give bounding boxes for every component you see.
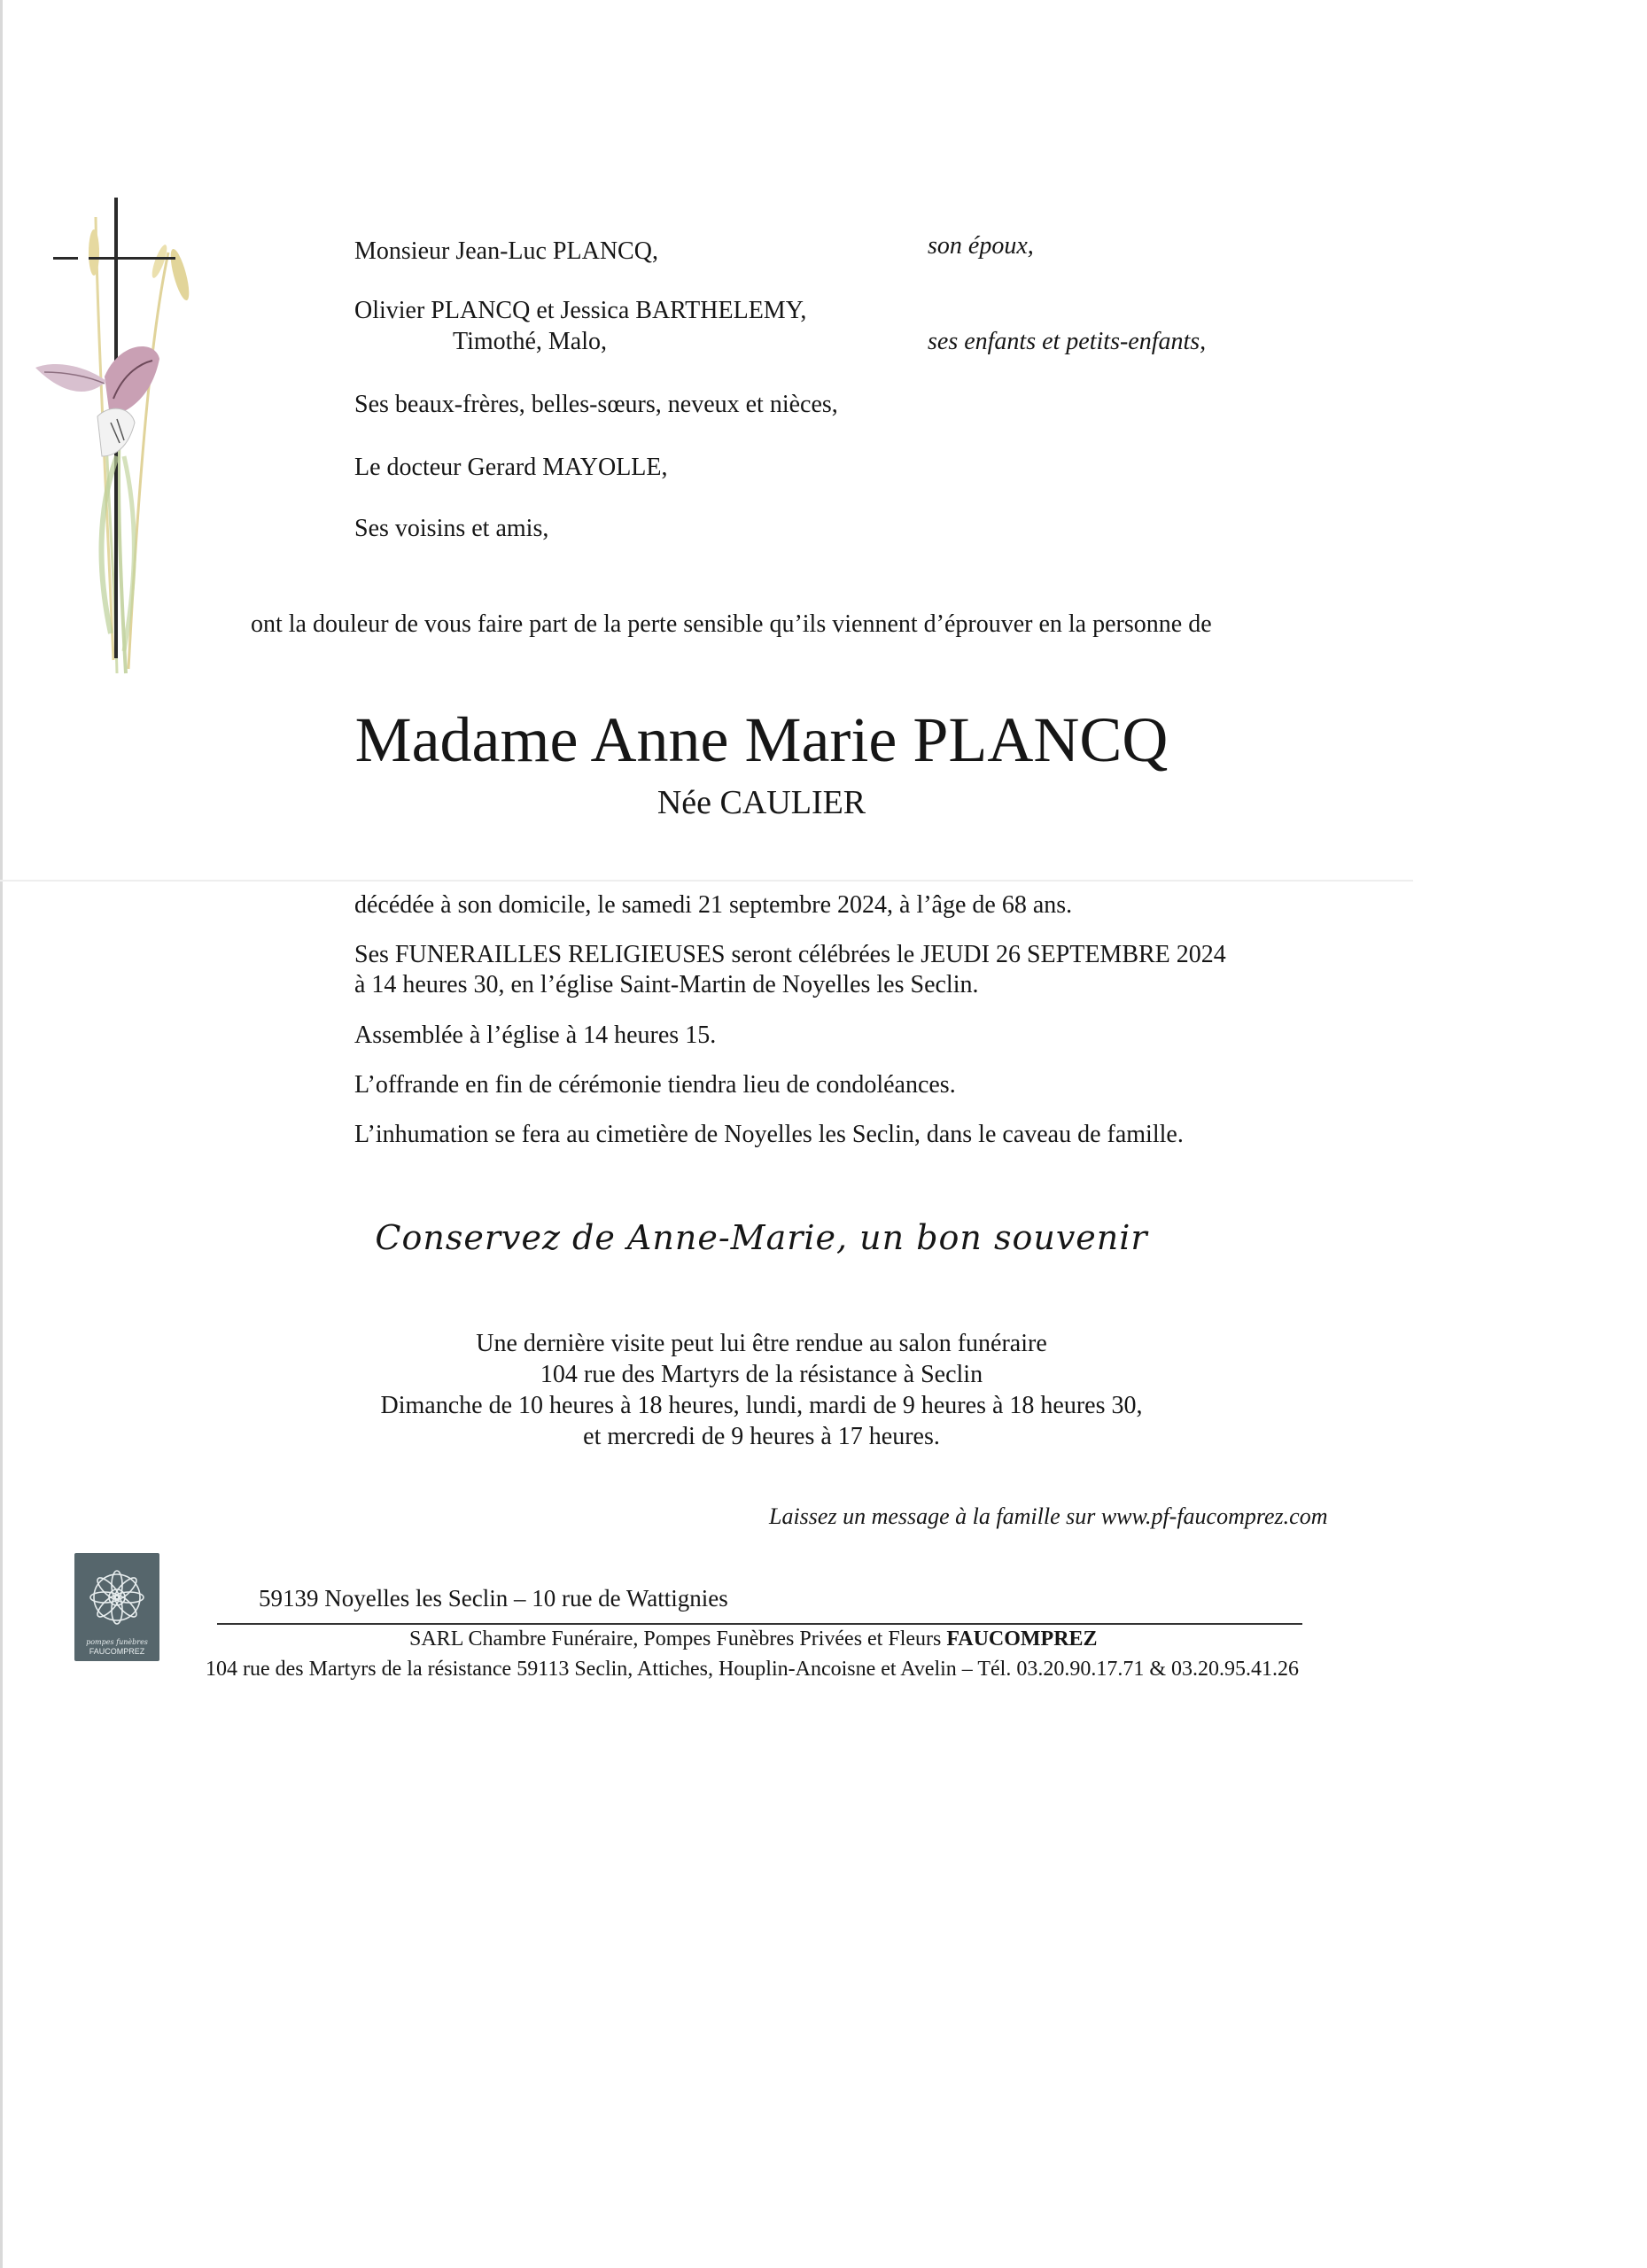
footer-rule: [217, 1623, 1302, 1625]
logo-tagline: pompes funèbres: [86, 1638, 148, 1646]
message-link[interactable]: Laissez un message à la famille sur www.pf-faucomprez.com: [769, 1503, 1328, 1529]
funeral-line-2: à 14 heures 30, en l’église Saint-Martin de Noyelles les Seclin.: [354, 971, 979, 998]
visit-line-4: et mercredi de 9 heures à 17 heures.: [583, 1423, 940, 1450]
funeral-line-1: Ses FUNERAILLES RELIGIEUSES seront célébrées le JEUDI 26 SEPTEMBRE 2024: [354, 941, 1226, 968]
company-line: [409, 1626, 1098, 1652]
doctor-line: Le docteur Gerard MAYOLLE,: [354, 454, 668, 481]
children-relation: ses enfants et petits-enfants,: [928, 328, 1207, 355]
burial-line: L’inhumation se fera au cimetière de Noyelles les Seclin, dans le caveau de famille.: [354, 1121, 1184, 1148]
family-address: 59139 Noyelles les Seclin – 10 rue de Wattignies: [259, 1585, 728, 1612]
children-line-1: Olivier PLANCQ et Jessica BARTHELEMY,: [354, 297, 807, 324]
scan-edge: [0, 0, 3, 2268]
visit-line-1: Une dernière visite peut lui être rendue au salon funéraire: [476, 1330, 1047, 1357]
logo-brand: FAUCOMPREZ: [89, 1647, 145, 1656]
in-laws-line: Ses beaux-frères, belles-sœurs, neveux et nièces,: [354, 391, 838, 418]
neighbors-line: Ses voisins et amis,: [354, 515, 549, 542]
funeral-home-logo: [74, 1553, 159, 1661]
company-prefix: SARL Chambre Funéraire, Pompes Funèbres Privées et Fleurs: [409, 1627, 947, 1651]
scan-divider: [0, 880, 1413, 882]
death-line: décédée à son domicile, le samedi 21 septembre 2024, à l’âge de 68 ans.: [354, 891, 1073, 919]
deceased-name: Madame Anne Marie PLANCQ: [354, 704, 1169, 775]
announcement-line: ont la douleur de vous faire part de la perte sensible qu’ils viennent d’éprouver en la personne de: [251, 610, 1212, 638]
company-name: FAUCOMPREZ: [946, 1627, 1098, 1651]
flower-emblem-icon: [74, 1560, 159, 1640]
maiden-name: Née CAULIER: [656, 784, 866, 821]
cross-with-flowers-icon: [35, 190, 213, 687]
assembly-line: Assemblée à l’église à 14 heures 15.: [354, 1021, 717, 1049]
logo-text: [74, 1638, 159, 1656]
visit-line-3: Dimanche de 10 heures à 18 heures, lundi, mardi de 9 heures à 18 heures 30,: [380, 1392, 1143, 1419]
memory-phrase: Conservez de Anne-Marie, un bon souvenir: [375, 1218, 1148, 1257]
offering-line: L’offrande en fin de cérémonie tiendra lieu de condoléances.: [354, 1071, 956, 1099]
epoux-relation: son époux,: [928, 232, 1034, 260]
grandchildren-line: Timothé, Malo,: [453, 328, 607, 355]
visit-line-2: 104 rue des Martyrs de la résistance à Seclin: [540, 1361, 983, 1388]
epoux-name: Monsieur Jean-Luc PLANCQ,: [354, 237, 658, 265]
company-address: 104 rue des Martyrs de la résistance 59113 Seclin, Attiches, Houplin-Ancoisne et Avelin – Tél. 03.20.90.17.71 & 03.20.95.41.26: [206, 1658, 1300, 1681]
